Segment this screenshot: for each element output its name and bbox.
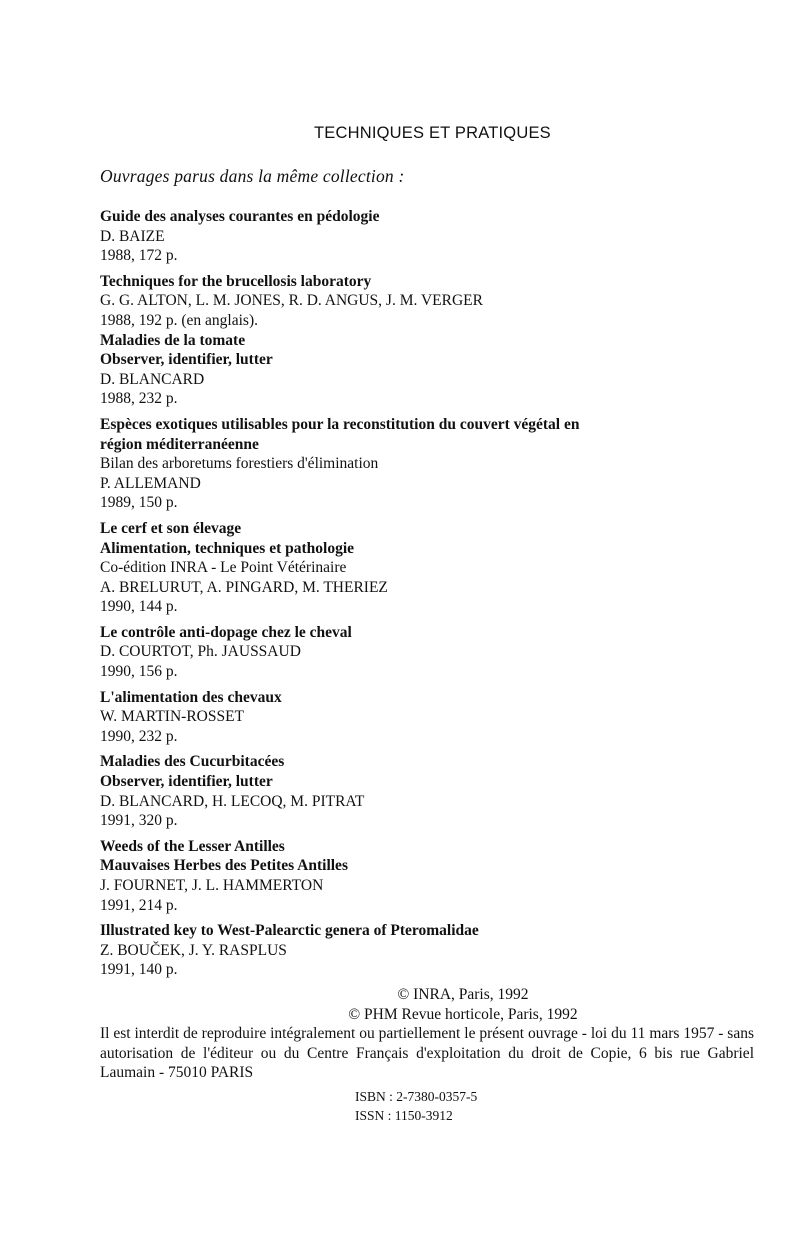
work-detail-line: D. COURTOT, Ph. JAUSSAUD [100, 643, 301, 661]
work-title-line: L'alimentation des chevaux [100, 688, 282, 706]
collection-intro: Ouvrages parus dans la même collection : [100, 166, 405, 186]
works-list [100, 207, 720, 986]
copyright-inra: © INRA, Paris, 1992 [397, 986, 529, 1003]
work-title-line: Illustrated key to West-Palearctic genera of Pteromalidae [100, 922, 479, 940]
work-entry [100, 623, 720, 682]
reproduction-notice: Il est interdit de reproduire intégralement ou partiellement le présent ouvrage - loi du 11 mars 1957 - sans autorisation de l'éditeur ou du Centre Français d'exploitation du droit de Copie, 6 bis rue Gabriel Laumain - 75010 PARIS [100, 1025, 754, 1081]
work-title-line: Mauvaises Herbes des Petites Antilles [100, 857, 348, 875]
work-detail-line: G. G. ALTON, L. M. JONES, R. D. ANGUS, J. M. VERGER [100, 292, 483, 310]
work-entry [100, 519, 720, 617]
work-title-line: Maladies de la tomate [100, 331, 246, 349]
work-title-line: Guide des analyses courantes en pédologie [100, 208, 380, 225]
work-title-line: Espèces exotiques utilisables pour la reconstitution du couvert végétal en [100, 415, 580, 433]
issn-line: ISSN : 1150-3912 [355, 1108, 453, 1123]
series-title-text: TECHNIQUES ET PRATIQUES [314, 124, 551, 142]
work-title-line: Observer, identifier, lutter [100, 773, 273, 791]
work-detail-line: 1990, 232 p. [100, 727, 178, 745]
work-detail-line: J. FOURNET, J. L. HAMMERTON [100, 877, 324, 894]
work-title-line: Alimentation, techniques et pathologie [100, 539, 355, 557]
work-entry [100, 688, 720, 747]
work-detail-line: 1991, 140 p. [100, 961, 178, 979]
identifiers [355, 1087, 477, 1125]
work-entry [100, 207, 720, 266]
work-detail-line: P. ALLEMAND [100, 474, 201, 492]
work-detail-line: 1990, 144 p. [100, 598, 178, 616]
work-detail-line: Z. BOUČEK, J. Y. RASPLUS [100, 941, 287, 959]
work-title-line: région méditerranéenne [100, 435, 259, 453]
work-detail-line: Bilan des arboretums forestiers d'élimination [100, 455, 379, 473]
work-entry [100, 921, 720, 980]
work-detail-line: D. BLANCARD, H. LECOQ, M. PITRAT [100, 792, 365, 810]
work-title-line: Observer, identifier, lutter [100, 351, 273, 369]
work-detail-line: 1988, 232 p. [100, 390, 178, 408]
work-entry [100, 752, 720, 830]
work-entry [100, 272, 720, 409]
work-detail-line: 1989, 150 p. [100, 494, 178, 512]
work-detail-line: D. BLANCARD [100, 370, 205, 388]
copyright-phm: © PHM Revue horticole, Paris, 1992 [348, 1005, 578, 1023]
work-title-line: Techniques for the brucellosis laboratory [100, 272, 372, 290]
work-detail-line: 1991, 214 p. [100, 896, 178, 914]
work-detail-line: A. BRELURUT, A. PINGARD, M. THERIEZ [100, 578, 388, 596]
work-entry [100, 837, 720, 915]
work-detail-line: 1988, 192 p. (en anglais). [100, 311, 258, 329]
work-title-line: Maladies des Cucurbitacées [100, 753, 285, 771]
work-title-line: Le contrôle anti-dopage chez le cheval [100, 623, 352, 641]
work-title-line: Le cerf et son élevage [100, 519, 242, 537]
work-detail-line: 1990, 156 p. [100, 663, 178, 681]
work-detail-line: Co-édition INRA - Le Point Vétérinaire [100, 559, 347, 577]
work-detail-line: D. BAIZE [100, 227, 165, 245]
work-detail-line: W. MARTIN-ROSSET [100, 708, 245, 726]
work-detail-line: 1988, 172 p. [100, 247, 178, 265]
work-entry [100, 415, 720, 513]
work-detail-line: 1991, 320 p. [100, 812, 178, 830]
legal-section [100, 985, 754, 1083]
work-title-line: Weeds of the Lesser Antilles [100, 837, 285, 855]
isbn-line: ISBN : 2-7380-0357-5 [355, 1089, 478, 1104]
